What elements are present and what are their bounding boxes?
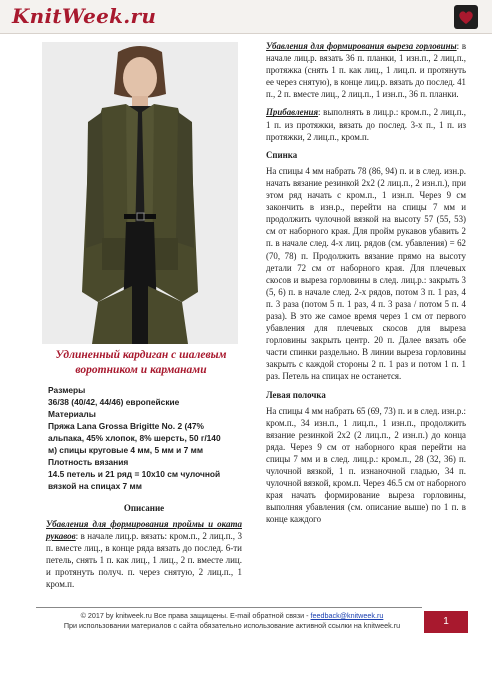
footer-copyright [40,611,424,621]
left-front-heading: Левая полочка [266,389,326,400]
page-number: 1 [424,611,468,633]
increase-heading: Прибавления [266,107,319,118]
increase-paragraph [266,106,466,142]
gauge-value: 14.5 петель и 21 ряд = 10х10 см чулочной вязкой на спицах 7 мм [48,469,221,491]
feedback-email-link[interactable]: feedback@knitweek.ru [310,611,384,620]
photo-caption [40,348,242,378]
specs-block [48,384,248,492]
site-header [0,0,492,34]
caption-line-1: Удлиненный кардиган с шалевым [55,349,227,361]
back-heading: Спинка [266,149,298,160]
neck-heading: Убавления для формирования выреза горловины [266,41,457,51]
description-heading: Описание [123,503,165,513]
left-front-text: На спицы 4 мм набрать 65 (69, 73) п. и в след. изн.р.: кром.п., 34 изн.п., 1 лиц.п., 1 изн.п., продолжить вязание резинкой 2х2 (2 лиц.п., 2 изн.п.) до конца ряда. Через 9 см от наборного края перейти на спицы 7 мм и в след. лиц.р.: кром.п., 28 (32, 36) п. чулочной вязкой, 1 п. изнаночной гладью, 34 п. чулочной вязкой, кром.п. Через 46.5 см от наборного края начать формирование выреза горловины, выполняя убавления (см. описание выше) по 1 п. в конце каждого [266,405,467,525]
armhole-text: : в начале лиц.р. вязать: кром.п., 2 лиц.п., 3 п. вместе лиц., в конце ряда вязать до послед. 6-ти петель, снять 1 п. как лиц., 1 лиц., 2 п. вместе лиц. и протянуть получ. п. через снятую, 2 лиц.п., 1 кром.п. [46,531,242,589]
sizes-value: 36/38 (40/42, 44/46) европейские [48,397,180,407]
back-text: На спицы 4 мм набрать 78 (86, 94) п. и в след. изн.р. начать вязание резинкой 2х2 (2 лиц.п., 2 изн.п.), при этом ряд начать с кром.п., 1 изн.п. Через 9 см закончить в изн.р., перейти на спицы 7 мм и продолжить чулочной вязкой на высоту 57 (55, 53) см от наборного края. Для пройм рукавов убавить 2 п. в начале след. 4-х лиц. рядов (см. убавления) = 62 (70, 78) п. Продолжить вязание прямо на высоту детали 72 см от наборного края. Для плечевых скосов и выреза горловины в след. лиц.р.: закрыть 3 (5, 6) п. в начале след. 2-х рядов, потом 3 п. 1 раз, 4 п. 3 раза (потом 5 п. 1 раз, 4 п. 3 раза / потом 5 п. 4 раза). В это же самое время через 1 см от первого убавления для плечевых скосов для выреза горловины закрыть центр. 20 п. Далее вязать обе части спинки раздельно. В линии выреза горловины закрыть с каждой стороны 2 п. 1 раз и потом 1 п. 1 раз. Петель на спицах не останется. [266,165,466,382]
armhole-heading: Убавления для формирования проймы и оката рукавов [46,519,242,541]
neck-text: : в начале лиц.р. вязать 36 п. планки, 1 изн.п., 2 лиц.п., протяжка (снять 1 п. как лиц., 1 лиц.п. и протянуть ее через снятую), в конце лиц.р. вязать до послед. 41 п., 2 п. вместе лиц., 2 лиц.п., 1 изн.п., 36 п. планки. [266,41,467,100]
cardigan-photo [42,42,238,344]
footer [40,611,424,631]
materials-value: Пряжа Lana Grossa Brigitte No. 2 (47% альпака, 45% хлопок, 8% шерсть, 50 г/140 м) спицы круговые 4 мм, 5 мм и 7 мм [48,421,221,455]
left-column [46,502,242,590]
right-column [266,40,466,532]
neck-paragraph [266,40,466,100]
footer-divider [36,607,422,608]
armhole-paragraph [46,518,242,590]
caption-line-2: воротником и карманами [75,364,207,376]
footer-copyright-text: © 2017 by knitweek.ru Все права защищены. E-mail обратной связи - [80,611,311,620]
footer-notice: При использовании материалов с сайта обязательно использование активной ссылки на knitweek.ru [63,621,401,630]
increase-text: : выполнять в лиц.р.: кром.п., 2 лиц.п., 1 п. из протяжки, вязать до послед. 3-х п., 1 п. из протяжки, 2 лиц.п., кром.п. [266,107,466,142]
site-logo[interactable]: KnitWeek.ru [12,4,157,28]
materials-heading: Материалы [48,409,96,419]
heart-logo-icon [454,5,478,29]
gauge-heading: Плотность вязания [48,457,129,467]
sizes-heading: Размеры [48,385,86,395]
